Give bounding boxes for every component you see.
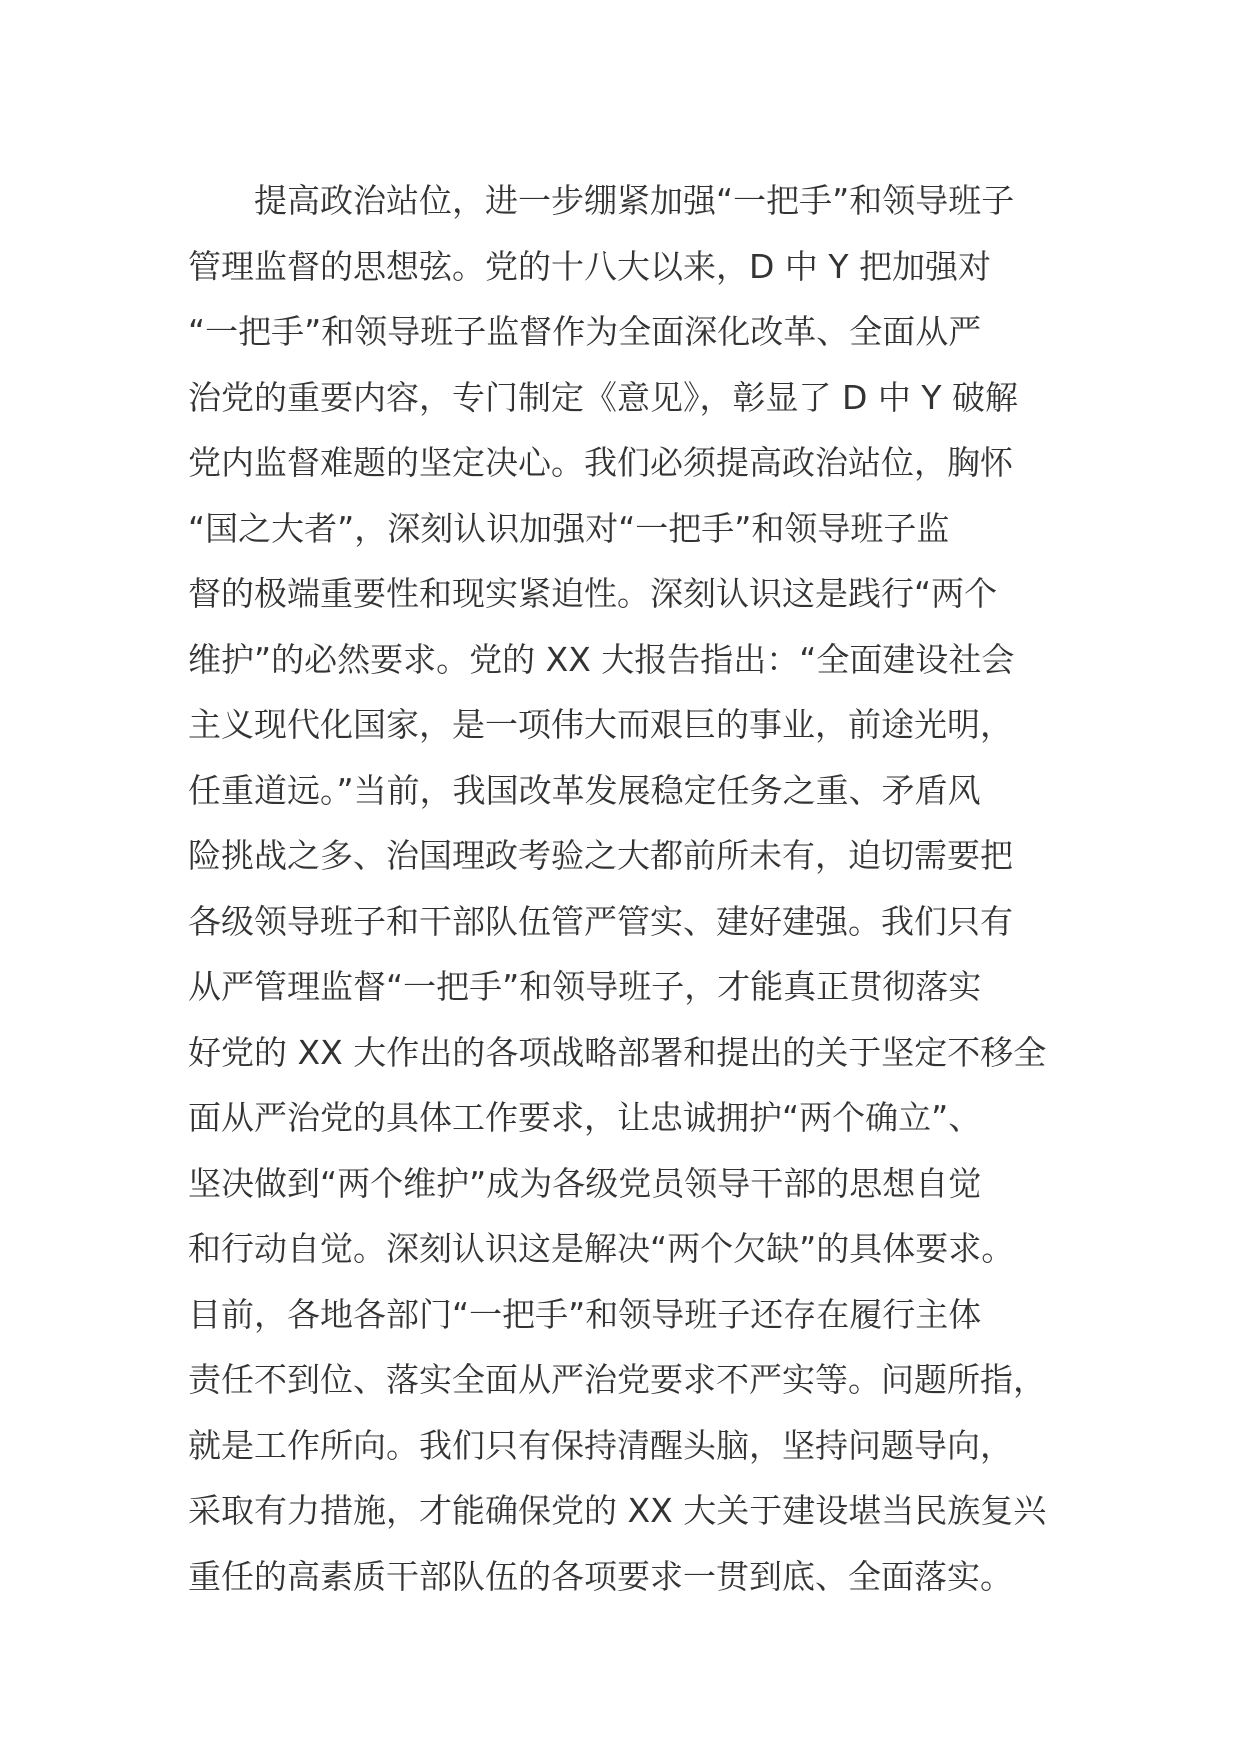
text-line: 提高政治站位，进一步绷紧加强“一把手”和领导班子 bbox=[188, 181, 1015, 220]
text-line: 采取有力措施，才能确保党的 XX 大关于建设堪当民族复兴 bbox=[188, 1491, 1047, 1530]
text-line: 重任的高素质干部队伍的各项要求一贯到底、全面落实。 bbox=[188, 1556, 1013, 1596]
text-line: “一把手”和领导班子监督作为全面深化改革、全面从严 bbox=[188, 312, 982, 351]
text-line: 就是工作所向。我们只有保持清醒头脑，坚持问题导向， bbox=[188, 1425, 1013, 1465]
text-line: 任重道远。”当前，我国改革发展稳定任务之重、矛盾风 bbox=[188, 770, 981, 810]
text-line: 各级领导班子和干部队伍管严管实、建好建强。我们只有 bbox=[188, 901, 1013, 941]
body-paragraph bbox=[188, 168, 1068, 1609]
text-line: 坚决做到“两个维护”成为各级党员领导干部的思想自觉 bbox=[188, 1163, 982, 1203]
text-line: 管理监督的思想弦。党的十八大以来，D 中 Y 把加强对 bbox=[188, 246, 992, 286]
text-line: 目前，各地各部门“一把手”和领导班子还存在履行主体 bbox=[188, 1294, 982, 1334]
text-line: 从严管理监督“一把手”和领导班子，才能真正贯彻落实 bbox=[188, 967, 982, 1006]
text-line: 险挑战之多、治国理政考验之大都前所未有，迫切需要把 bbox=[188, 836, 1013, 875]
text-line: 面从严治党的具体工作要求，让忠诚拥护“两个确立”、 bbox=[188, 1098, 982, 1137]
text-line: 主义现代化国家，是一项伟大而艰巨的事业，前途光明， bbox=[188, 705, 1013, 744]
text-line: “国之大者”，深刻认识加强对“一把手”和领导班子监 bbox=[188, 508, 950, 548]
text-line: 治党的重要内容，专门制定《意见》，彰显了 D 中 Y 破解 bbox=[188, 377, 1019, 417]
text-line: 党内监督难题的坚定决心。我们必须提高政治站位，胸怀 bbox=[188, 443, 1013, 482]
text-line: 督的极端重要性和现实紧迫性。深刻认识这是践行“两个 bbox=[188, 574, 998, 613]
text-line: 责任不到位、落实全面从严治党要求不严实等。问题所指， bbox=[188, 1360, 1046, 1399]
text-line: 维护”的必然要求。党的 XX 大报告指出：“全面建设社会 bbox=[188, 639, 1015, 679]
text-line: 和行动自觉。深刻认识这是解决“两个欠缺”的具体要求。 bbox=[188, 1229, 1015, 1268]
text-line: 好党的 XX 大作出的各项战略部署和提出的关于坚定不移全 bbox=[188, 1032, 1047, 1072]
